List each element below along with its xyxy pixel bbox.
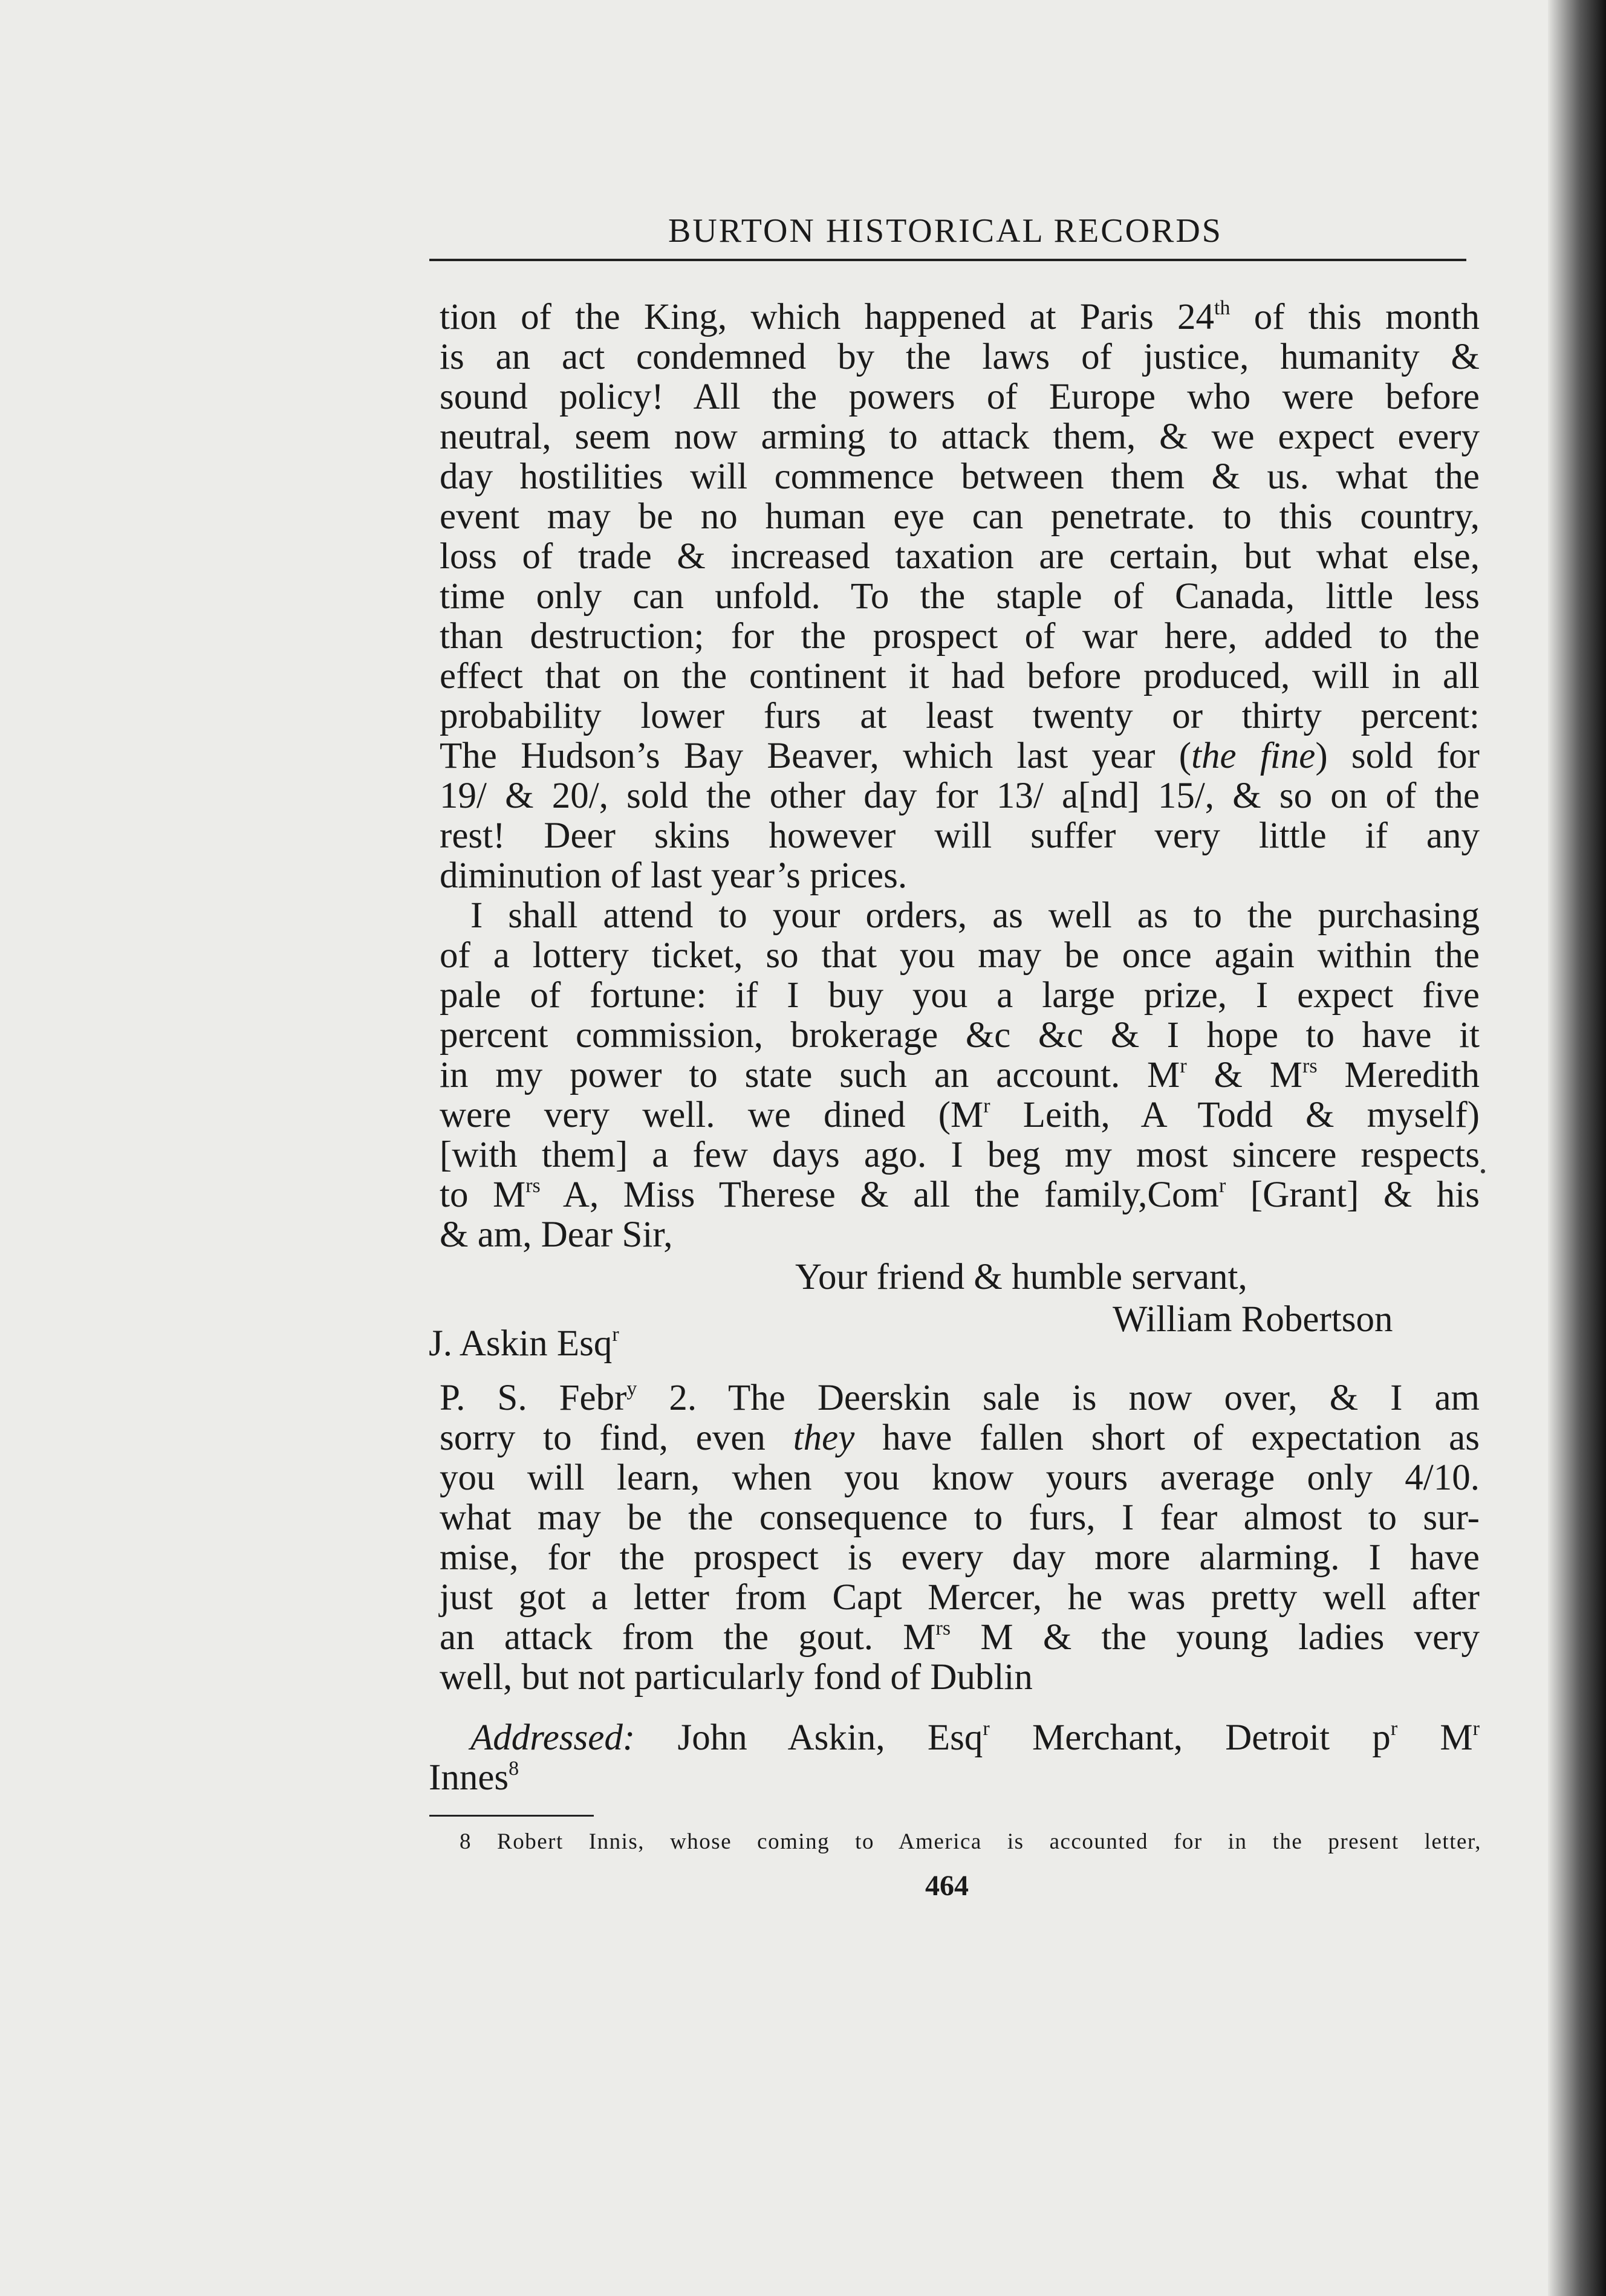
- superscript: th: [1214, 297, 1231, 319]
- body-line-4: neutral, seem now arming to attack them, & we expect every: [440, 417, 1480, 457]
- body-text: M & the young ladies very: [951, 1617, 1480, 1658]
- postscript-line-4: what may be the consequence to furs, I fear almost to sur-: [440, 1497, 1480, 1538]
- body-line-16: I shall attend to your orders, as well as to the purchasing: [470, 895, 1480, 936]
- body-line-9: than destruction; for the prospect of war here, added to the: [440, 616, 1480, 657]
- body-text: Meredith: [1317, 1055, 1480, 1095]
- body-text: & M: [1186, 1055, 1302, 1095]
- body-text: A, Miss Therese & all the family,Com: [540, 1175, 1219, 1215]
- superscript: rs: [935, 1617, 951, 1639]
- body-line-3: sound policy! All the powers of Europe who were before: [440, 377, 1480, 417]
- superscript: r: [612, 1323, 619, 1346]
- footnote: 8 Robert Innis, whose coming to America is accounted for in the present letter,: [460, 1829, 1481, 1854]
- body-text: Innes: [429, 1757, 509, 1798]
- address-label: Addressed:: [470, 1717, 636, 1758]
- body-text: have fallen short of expectation as: [854, 1418, 1480, 1458]
- superscript: rs: [525, 1175, 541, 1197]
- body-line-17: of a lottery ticket, so that you may be once again within the: [440, 935, 1480, 976]
- body-line-1: [440, 297, 1480, 337]
- body-line-12: [440, 736, 1480, 776]
- body-line-23: [440, 1175, 1480, 1215]
- page-number: 464: [925, 1870, 969, 1902]
- signature-name: William Robertson: [1113, 1299, 1393, 1340]
- superscript: r: [1472, 1717, 1480, 1740]
- body-text: to M: [440, 1175, 526, 1215]
- ink-speck: [1481, 1169, 1485, 1173]
- running-head: BURTON HISTORICAL RECORDS: [668, 212, 1223, 250]
- body-text: were very well. we dined (M: [440, 1095, 984, 1135]
- body-text: sorry to find, even: [440, 1418, 793, 1458]
- body-line-20: [440, 1056, 1480, 1095]
- superscript: r: [983, 1095, 990, 1117]
- address-line-1: [470, 1718, 1480, 1758]
- body-line-10: effect that on the continent it had before produced, will in all: [440, 656, 1480, 696]
- postscript-line-8: well, but not particularly fond of Dublin: [440, 1657, 1033, 1698]
- page-edge-shadow: [1548, 0, 1606, 2296]
- body-line-15: diminution of last year’s prices.: [440, 855, 908, 896]
- postscript-line-6: just got a letter from Capt Mercer, he was pretty well after: [440, 1577, 1480, 1618]
- italic-text: they: [793, 1418, 855, 1458]
- body-line-5: day hostilities will commence between them & us. what the: [440, 456, 1480, 497]
- postscript-line-3: you will learn, when you know yours average only 4/10.: [440, 1458, 1480, 1498]
- body-line-21: [440, 1095, 1480, 1135]
- body-text: Leith, A Todd & myself): [990, 1095, 1480, 1135]
- body-text: in my power to state such an account. M: [440, 1055, 1180, 1095]
- body-text: of this month: [1230, 297, 1480, 337]
- body-line-24: & am, Dear Sir,: [440, 1214, 673, 1255]
- body-line-6: event may be no human eye can penetrate. to this country,: [440, 496, 1480, 537]
- body-line-22: [with them] a few days ago. I beg my most sincere respects: [440, 1135, 1480, 1175]
- body-text: ) sold for: [1315, 736, 1480, 776]
- superscript: r: [983, 1717, 990, 1740]
- addressee-line: [429, 1324, 852, 1364]
- body-line-7: loss of trade & increased taxation are certain, but what else,: [440, 536, 1480, 577]
- body-text: [Grant] & his: [1226, 1175, 1480, 1215]
- footnote-rule: [429, 1815, 594, 1817]
- address-line-2: [429, 1758, 731, 1798]
- body-text: 2. The Deerskin sale is now over, & I am: [637, 1378, 1480, 1418]
- superscript: r: [1390, 1717, 1398, 1740]
- postscript-line-5: mise, for the prospect is every day more alarming. I have: [440, 1537, 1480, 1578]
- postscript-line-2: [440, 1418, 1480, 1458]
- postscript-line-1: [440, 1378, 1480, 1418]
- superscript: r: [1218, 1175, 1226, 1197]
- body-line-14: rest! Deer skins however will suffer very little if any: [440, 816, 1480, 856]
- body-line-18: pale of fortune: if I buy you a large prize, I expect five: [440, 975, 1480, 1016]
- body-line-8: time only can unfold. To the staple of Canada, little less: [440, 576, 1480, 617]
- body-text: The Hudson’s Bay Beaver, which last year (: [440, 736, 1192, 776]
- body-line-11: probability lower furs at least twenty or thirty percent:: [440, 696, 1480, 736]
- body-text: John Askin, Esq: [635, 1717, 983, 1758]
- superscript: r: [1180, 1055, 1187, 1077]
- body-text: P. S. Febr: [440, 1378, 627, 1418]
- italic-text: the fine: [1191, 736, 1316, 776]
- body-text: M: [1397, 1717, 1473, 1758]
- body-text: Merchant, Detroit p: [989, 1717, 1391, 1758]
- body-text: an attack from the gout. M: [440, 1617, 936, 1658]
- superscript: rs: [1302, 1055, 1318, 1077]
- postscript-line-7: [440, 1618, 1480, 1658]
- body-line-19: percent commission, brokerage &c &c & I hope to have it: [440, 1015, 1480, 1056]
- body-line-2: is an act condemned by the laws of justice, humanity &: [440, 337, 1480, 377]
- body-text: J. Askin Esq: [429, 1323, 613, 1364]
- complimentary-close: Your friend & humble servant,: [795, 1257, 1247, 1297]
- body-text: tion of the King, which happened at Paris 24: [440, 297, 1215, 337]
- superscript: y: [626, 1378, 637, 1400]
- header-rule: [429, 259, 1466, 261]
- body-line-13: 19/ & 20/, sold the other day for 13/ a[nd] 15/, & so on of the: [440, 776, 1480, 816]
- footnote-reference: 8: [509, 1757, 519, 1780]
